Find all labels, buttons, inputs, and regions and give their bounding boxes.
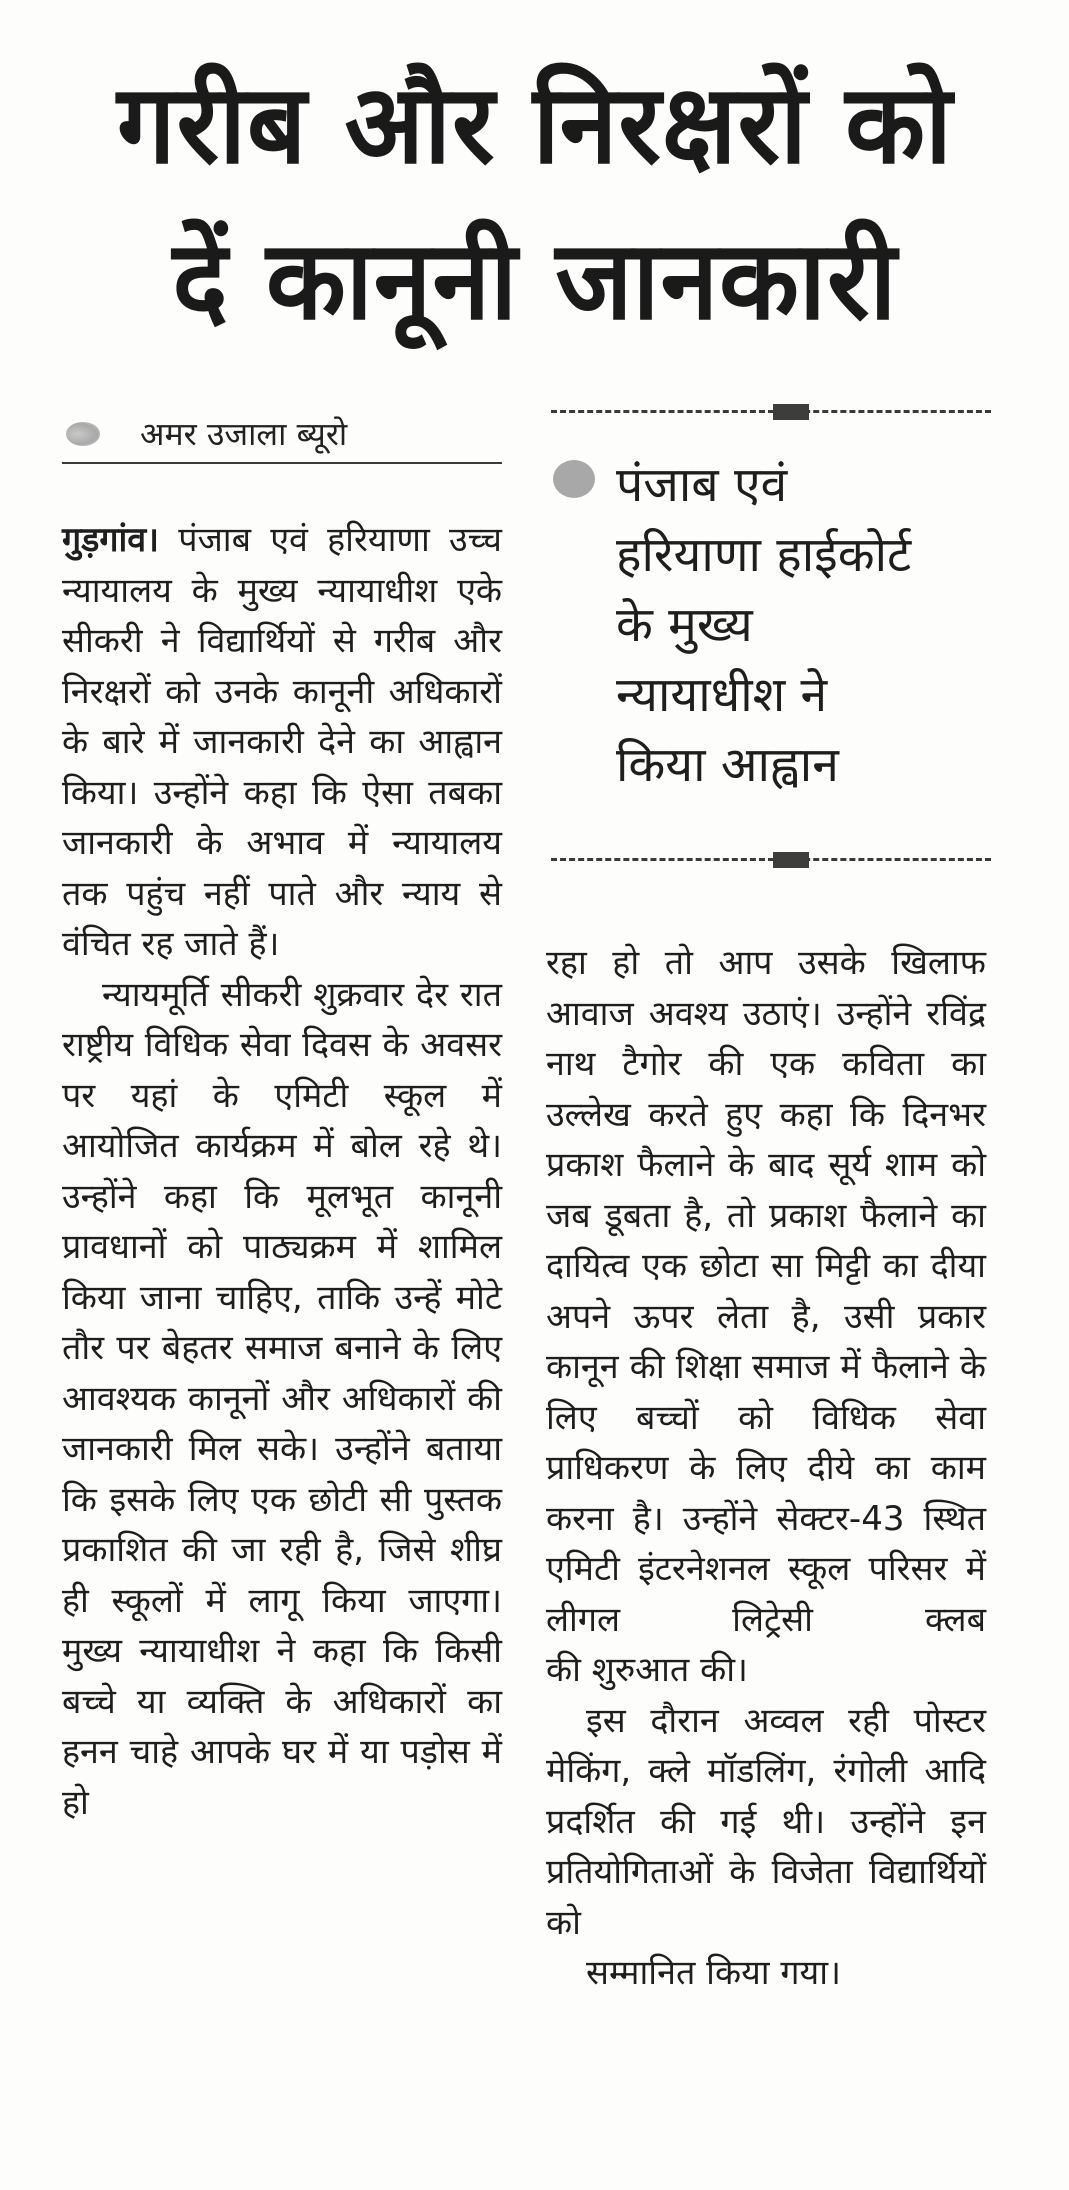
pullquote-line: हरियाणा हाईकोर्ट: [616, 527, 912, 583]
paragraph-1-last-line: वंचित रह जाते हैं।: [62, 924, 280, 964]
pullquote: [616, 450, 1006, 800]
paragraph-3: [546, 938, 986, 1696]
rule-block-icon: [773, 404, 809, 420]
pullquote-line: पंजाब एवं: [616, 457, 788, 513]
dateline: गुड़गांव।: [62, 520, 160, 560]
paragraph-4-body: इस दौरान अव्वल रही पोस्टर मेकिंग, क्ले मॉडलिंग, रंगोली आदि प्रदर्शित की गई थी। उन्होंने इन प्रतियोगिताओं के विजेता विद्यार्थियों को: [546, 1700, 986, 1943]
article-column-1: [62, 515, 502, 1828]
paragraph-2-body: न्यायमूर्ति सीकरी शुक्रवार देर रात राष्ट्रीय विधिक सेवा दिवस के अवसर पर यहां के एमिटी स्कूल में आयोजित कार्यक्रम में बोल रहे थे। उन्होंने कहा कि मूलभूत कानूनी प्रावधानों को पाठ्यक्रम में शामिल किया जाना चाहिए, ताकि उन्हें मोटे तौर पर बेहतर समाज बनाने के लिए आवश्यक कानूनों और अधिकारों की जानकारी मिल सके। उन्होंने बताया कि इसके लिए एक छोटी सी पुस्तक प्रकाशित की जा रही है, जिसे शीघ्र ही स्कूलों में लागू किया जाएगा। मुख्य न्यायाधीश ने कहा कि किसी बच्चे या व्यक्ति के अधिकारों का हनन चाहे आपके घर में या पड़ोस में हो: [62, 974, 502, 1823]
dashed-line: [551, 410, 991, 413]
headline-line-1: गरीब और निरक्षरों को: [117, 59, 953, 189]
dashed-line: [551, 858, 991, 861]
headline-line-2: दें कानूनी जानकारी: [172, 215, 898, 345]
paragraph-1: [62, 515, 502, 970]
pullquote-rule-bottom: [551, 852, 991, 866]
rule-block-icon: [773, 852, 809, 868]
paragraph-2: [62, 970, 502, 1829]
paragraph-3-last-line: की शुरुआत की।: [546, 1650, 748, 1690]
bullet-dot-icon: [66, 422, 100, 446]
paragraph-1-body: पंजाब एवं हरियाणा उच्च न्यायालय के मुख्य न्यायाधीश एके सीकरी ने विद्यार्थियों से गरीब और निरक्षरों को उनके कानूनी अधिकारों के बारे में जानकारी देने का आह्वान किया। उन्होंने कहा कि ऐसा तबका जानकारी के अभाव में न्यायालय तक पहुंच नहीं पाते और न्याय से: [62, 520, 502, 914]
paragraph-4-last-line: सम्मानित किया गया।: [586, 1953, 841, 1993]
pullquote-line: किया आह्वान: [616, 737, 839, 793]
article-column-2: [546, 938, 986, 1999]
paragraph-4: [546, 1696, 986, 1999]
pullquote-dot-icon: [553, 460, 595, 498]
paragraph-3-body: रहा हो तो आप उसके खिलाफ आवाज अवश्य उठाएं। उन्होंने रविंद्र नाथ टैगोर की एक कविता का उल्लेख करते हुए कहा कि दिनभर प्रकाश फैलाने के बाद सूर्य शाम को जब डूबता है, तो प्रकाश फैलाने का दायित्व एक छोटा सा मिट्टी का दीया अपने ऊपर लेता है, उसी प्रकार कानून की शिक्षा समाज में फैलाने के लिए बच्चों को विधिक सेवा प्राधिकरण के लिए दीये का काम करना है। उन्होंने सेक्टर-43 स्थित एमिटी इंटरनेशनल स्कूल परिसर में लीगल लिट्रेसी क्लब: [546, 943, 986, 1640]
pullquote-rule-top: [551, 404, 991, 418]
pullquote-line: के मुख्य: [616, 597, 753, 653]
pullquote-line: न्यायाधीश ने: [616, 667, 828, 723]
byline-text: अमर उजाला ब्यूरो: [140, 415, 348, 453]
byline: [62, 410, 502, 464]
